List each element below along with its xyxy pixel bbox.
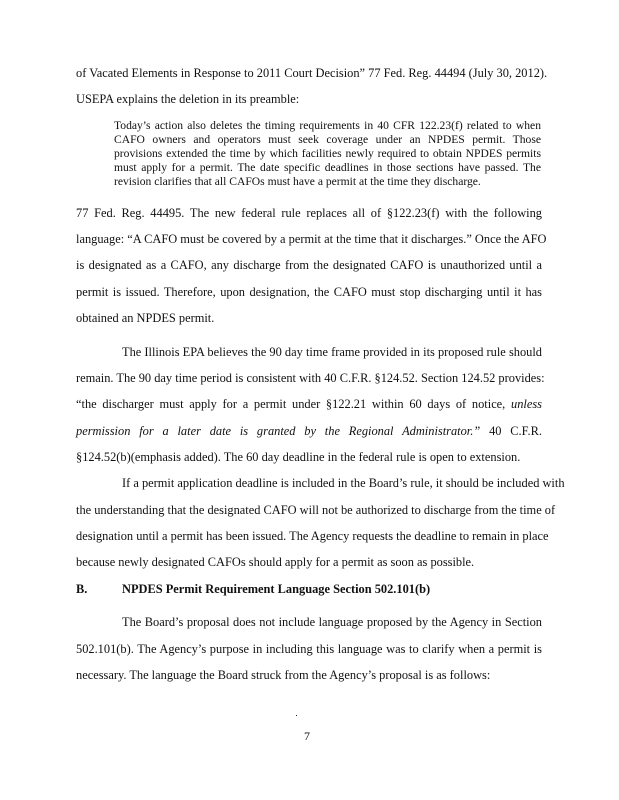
quote-line: must apply for a permit. The date specific deadlines in those sections have passed. The — [114, 161, 541, 174]
text-line: is designated as a CAFO, any discharge from the designated CAFO is unauthorized until a — [76, 258, 542, 272]
quote-line: provisions extended the time by which facilities newly required to obtain NPDES permits — [114, 147, 541, 160]
text-line: permit is issued. Therefore, upon designation, the CAFO must stop discharging until it has — [76, 285, 542, 299]
section-heading — [76, 582, 430, 596]
text-line: the understanding that the designated CAFO will not be authorized to discharge from the time of — [76, 503, 556, 517]
text-line: necessary. The language the Board struck from the Agency’s proposal is as follows: — [76, 668, 491, 682]
section-label: B. — [76, 582, 88, 596]
text-line: obtained an NPDES permit. — [76, 311, 215, 325]
text-line — [76, 424, 542, 438]
emphasis-text: permission for a later date is granted by the Regional Administrator.” — [76, 424, 481, 438]
text-line: If a permit application deadline is included in the Board’s rule, it should be included with — [122, 476, 565, 490]
text-line: because newly designated CAFOs should apply for a permit as soon as possible. — [76, 555, 475, 569]
section-title: NPDES Permit Requirement Language Section 502.101(b) — [122, 582, 431, 596]
page-number: 7 — [304, 729, 310, 743]
text-line: language: “A CAFO must be covered by a permit at the time that it discharges.” Once the AFO — [76, 232, 547, 246]
emphasis-text: unless — [511, 397, 542, 411]
text-line — [76, 397, 542, 411]
quote-line: revision clarifies that all CAFOs must have a permit at the time they discharge. — [114, 175, 481, 188]
text-line: The Illinois EPA believes the 90 day time frame provided in its proposed rule should — [122, 345, 542, 359]
text-line: of Vacated Elements in Response to 2011 Court Decision” 77 Fed. Reg. 44494 (July 30, 2012). — [76, 66, 548, 80]
text-line: §124.52(b)(emphasis added). The 60 day deadline in the federal rule is open to extension. — [76, 450, 521, 464]
text-line: remain. The 90 day time period is consistent with 40 C.F.R. §124.52. Section 124.52 provides: — [76, 371, 545, 385]
quote-line: Today’s action also deletes the timing requirements in 40 CFR 122.23(f) related to when — [114, 119, 541, 132]
quote-line: CAFO owners and operators must seek coverage under an NPDES permit. Those — [114, 133, 541, 146]
stray-mark — [296, 715, 297, 716]
text-span: 40 C.F.R. — [480, 424, 542, 438]
text-line: The Board’s proposal does not include language proposed by the Agency in Section — [122, 615, 542, 629]
text-line: designation until a permit has been issued. The Agency requests the deadline to remain in place — [76, 529, 549, 543]
text-line: 77 Fed. Reg. 44495. The new federal rule replaces all of §122.23(f) with the following — [76, 206, 542, 220]
text-span: “the discharger must apply for a permit under §122.21 within 60 days of notice, — [76, 397, 512, 411]
text-line: 502.101(b). The Agency’s purpose in including this language was to clarify when a permit is — [76, 642, 542, 656]
text-line: USEPA explains the deletion in its preamble: — [76, 92, 300, 106]
